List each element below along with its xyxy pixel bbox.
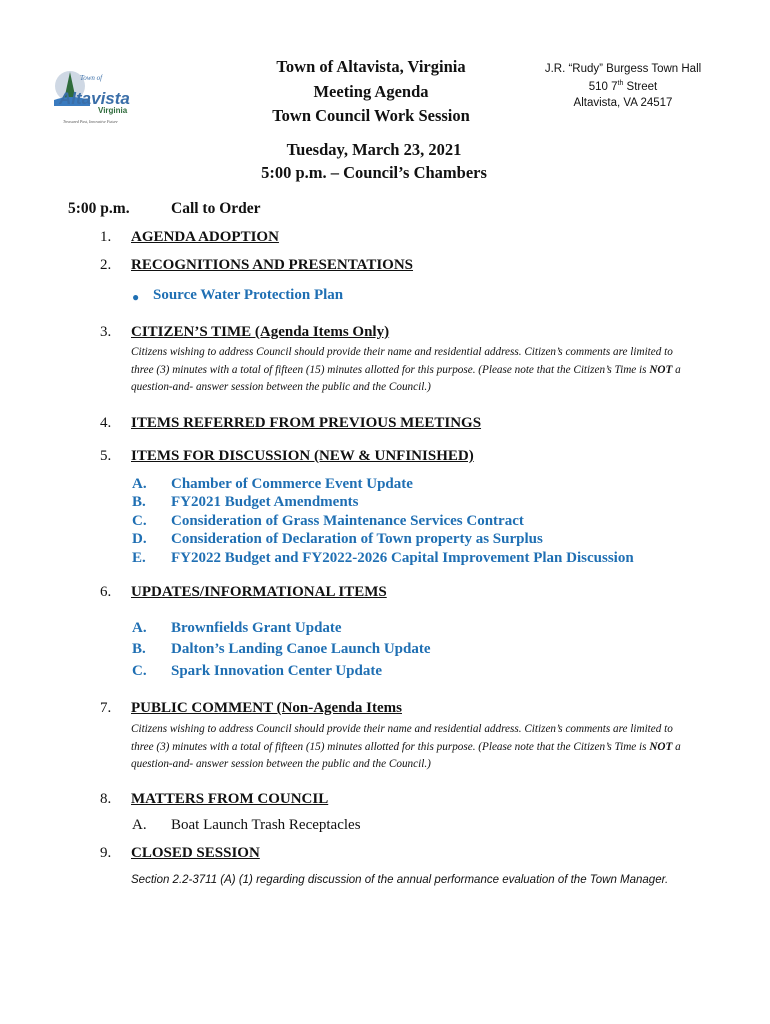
logo-sub-text: Virginia	[98, 106, 128, 115]
item-number: 7.	[100, 700, 112, 716]
item-1-title: AGENDA ADOPTION	[131, 229, 279, 245]
item-6b-link[interactable]: Dalton’s Landing Canoe Launch Update	[171, 641, 431, 657]
logo-tagline: Treasured Past, Innovative Future	[63, 119, 118, 124]
header-title-line3: Town Council Work Session	[272, 106, 470, 125]
sub-letter: B.	[132, 641, 146, 657]
item-3-title: CITIZEN’S TIME (Agenda Items Only)	[131, 324, 390, 340]
item-4-title: ITEMS REFERRED FROM PREVIOUS MEETINGS	[131, 415, 482, 431]
item-6a-link[interactable]: Brownfields Grant Update	[171, 620, 342, 636]
item-5c-link[interactable]: Consideration of Grass Maintenance Services Contract	[171, 513, 524, 529]
sub-letter: C.	[132, 663, 147, 679]
item-6c-link[interactable]: Spark Innovation Center Update	[171, 663, 383, 679]
meeting-date: Tuesday, March 23, 2021	[286, 140, 462, 159]
item-8-title: MATTERS FROM COUNCIL	[131, 791, 329, 807]
sub-letter: C.	[132, 513, 147, 529]
address-line3: Altavista, VA 24517	[573, 97, 673, 109]
item-9-note: Section 2.2-3711 (A) (1) regarding discussion of the annual performance evaluation of the Town Manager.	[131, 874, 669, 886]
meeting-time-place: 5:00 p.m. – Council’s Chambers	[261, 163, 487, 182]
item-3-note: Citizens wishing to address Council should provide their name and residential address. Citizen’s comments are limited to three (3) minutes with a total of fifteen (15) minutes allotted for this purpose. (Please note that the Citizen’s Time is NOT a question-and- answer session between the public and the Council.)	[131, 346, 681, 393]
address-line2: 510 7th Street	[588, 80, 658, 93]
item-7-title: PUBLIC COMMENT (Non-Agenda Items	[131, 700, 402, 716]
sub-letter: A.	[132, 620, 147, 636]
sub-letter: E.	[132, 550, 146, 566]
item-9-title: CLOSED SESSION	[131, 845, 260, 861]
sub-letter: A.	[132, 817, 147, 833]
bullet-icon: ●	[132, 290, 140, 304]
item-2-title: RECOGNITIONS AND PRESENTATIONS	[131, 257, 414, 273]
sub-letter: B.	[132, 494, 146, 510]
header-title-line1: Town of Altavista, Virginia	[276, 57, 466, 76]
item-7-note: Citizens wishing to address Council should provide their name and residential address. Citizen’s comments are limited to three (3) minutes with a total of fifteen (15) minutes allotted for this purpose. (Please note that the Citizen’s Time is NOT a question-and- answer session between the public and the Council.)	[131, 723, 681, 770]
item-5d-link[interactable]: Consideration of Declaration of Town property as Surplus	[171, 531, 543, 547]
item-5-title: ITEMS FOR DISCUSSION (NEW & UNFINISHED)	[131, 448, 474, 464]
call-to-order-time: 5:00 p.m.	[68, 200, 130, 217]
item-number: 9.	[100, 845, 112, 861]
header-title-line2: Meeting Agenda	[313, 82, 429, 101]
sub-letter: D.	[132, 531, 147, 547]
call-to-order-label: Call to Order	[171, 200, 261, 217]
item-number: 3.	[100, 324, 112, 340]
town-logo	[50, 66, 140, 126]
address-line1: J.R. “Rudy” Burgess Town Hall	[544, 63, 702, 75]
item-number: 2.	[100, 257, 112, 273]
item-number: 4.	[100, 415, 112, 431]
item-number: 8.	[100, 791, 112, 807]
item-2-bullet-link[interactable]: Source Water Protection Plan	[153, 287, 344, 303]
sub-letter: A.	[132, 476, 147, 492]
item-6-title: UPDATES/INFORMATIONAL ITEMS	[131, 584, 387, 600]
logo-main-text: Altavista	[59, 89, 130, 108]
item-number: 1.	[100, 229, 112, 245]
item-5e-link[interactable]: FY2022 Budget and FY2022-2026 Capital Improvement Plan Discussion	[171, 550, 634, 566]
item-5a-link[interactable]: Chamber of Commerce Event Update	[171, 476, 413, 492]
item-number: 6.	[100, 584, 112, 600]
item-5b-link[interactable]: FY2021 Budget Amendments	[171, 494, 359, 510]
logo-top-text: Town of	[80, 74, 103, 82]
item-8a-text: Boat Launch Trash Receptacles	[171, 817, 361, 833]
item-number: 5.	[100, 448, 112, 464]
